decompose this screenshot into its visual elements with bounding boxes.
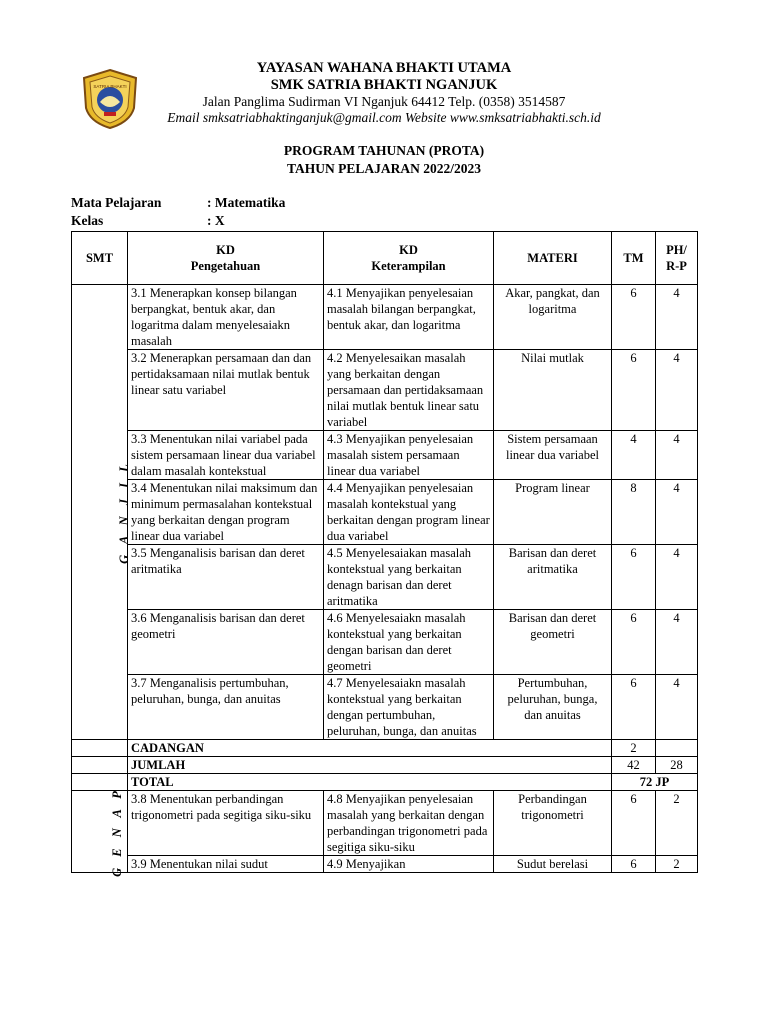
semester-ganjil-label: G A N J I L bbox=[116, 460, 131, 564]
kd-pengetahuan-cell: 3.4 Menentukan nilai maksimum dan minimum permasalahan kontekstual yang berkaitan dengan program linear dua variabel bbox=[128, 480, 324, 545]
header-smt: SMT bbox=[72, 232, 128, 285]
tm-cell: 4 bbox=[612, 431, 656, 480]
materi-cell: Sudut berelasi bbox=[494, 856, 612, 873]
materi-cell: Barisan dan deret aritmatika bbox=[494, 545, 612, 610]
class-label: Kelas bbox=[71, 213, 104, 228]
kd-keterampilan-cell: 4.3 Menyajikan penyelesaian masalah sistem persamaan linear dua variabel bbox=[324, 431, 494, 480]
materi-cell: Barisan dan deret geometri bbox=[494, 610, 612, 675]
ph-cell: 4 bbox=[656, 431, 698, 480]
empty-smt-cell bbox=[72, 757, 128, 774]
empty-smt-cell bbox=[72, 740, 128, 757]
ph-cell: 4 bbox=[656, 610, 698, 675]
semester-genap-cell bbox=[72, 786, 128, 877]
total-value: 72 JP bbox=[612, 774, 698, 791]
kd-pengetahuan-cell: 3.3 Menentukan nilai variabel pada sistem persamaan linear dua variabel dalam masalah kontekstual bbox=[128, 431, 324, 480]
svg-text:SATRIA BHAKTI: SATRIA BHAKTI bbox=[93, 84, 127, 89]
kd-keterampilan-cell: 4.1 Menyajikan penyelesaian masalah bilangan berpangkat, bentuk akar, dan logaritma bbox=[324, 285, 494, 350]
ph-cell: 2 bbox=[656, 856, 698, 873]
school-logo bbox=[80, 68, 140, 130]
table-row bbox=[72, 791, 698, 856]
jumlah-ph: 28 bbox=[656, 757, 698, 774]
kd-keterampilan-cell: 4.5 Menyelesaiakan masalah kontekstual yang berkaitan denagn barisan dan deret aritmatika bbox=[324, 545, 494, 610]
kd-keterampilan-cell: 4.9 Menyajikan bbox=[324, 856, 494, 873]
header-kd-keterampilan: KD Keterampilan bbox=[324, 232, 494, 285]
kd-keterampilan-cell: 4.4 Menyajikan penyelesaian masalah kontekstual yang berkaitan dengan program linear dua variabel bbox=[324, 480, 494, 545]
cadangan-tm: 2 bbox=[612, 740, 656, 757]
ph-cell: 4 bbox=[656, 545, 698, 610]
materi-cell: Program linear bbox=[494, 480, 612, 545]
header-ph-rp: PH/ R-P bbox=[656, 232, 698, 285]
school-name: SMK SATRIA BHAKTI NGANJUK bbox=[270, 77, 498, 93]
materi-cell: Nilai mutlak bbox=[494, 350, 612, 431]
total-label: TOTAL bbox=[128, 774, 612, 791]
semester-genap-label: G E N A P bbox=[109, 786, 124, 877]
kd-keterampilan-cell: 4.7 Menyelesaiakn masalah kontekstual yang berkaitan dengan pertumbuhan, peluruhan, bunga, dan anuitas bbox=[324, 675, 494, 740]
kd-pengetahuan-cell: 3.5 Menganalisis barisan dan deret aritmatika bbox=[128, 545, 324, 610]
title-line-1: PROGRAM TAHUNAN (PROTA) bbox=[283, 143, 485, 158]
foundation-name: YAYASAN WAHANA BHAKTI UTAMA bbox=[256, 60, 512, 76]
ph-cell: 4 bbox=[656, 285, 698, 350]
kd-keterampilan-cell: 4.8 Menyajikan penyelesaian masalah yang berkaitan dengan perbandingan trigonometri pada segitiga siku-siku bbox=[324, 791, 494, 856]
tm-cell: 6 bbox=[612, 610, 656, 675]
kd-pengetahuan-cell: 3.7 Menganalisis pertumbuhan, peluruhan, bunga, dan anuitas bbox=[128, 675, 324, 740]
materi-cell: Akar, pangkat, dan logaritma bbox=[494, 285, 612, 350]
kd-pengetahuan-cell: 3.9 Menentukan nilai sudut bbox=[128, 856, 324, 873]
tm-cell: 6 bbox=[612, 350, 656, 431]
ph-cell: 4 bbox=[656, 480, 698, 545]
table-row bbox=[72, 480, 698, 545]
subject-label: Mata Pelajaran bbox=[71, 195, 162, 210]
tm-cell: 8 bbox=[612, 480, 656, 545]
materi-cell: Pertumbuhan, peluruhan, bunga, dan anuitas bbox=[494, 675, 612, 740]
cadangan-ph bbox=[656, 740, 698, 757]
table-header-row bbox=[72, 232, 698, 285]
table-row bbox=[72, 610, 698, 675]
kd-keterampilan-cell: 4.2 Menyelesaikan masalah yang berkaitan dengan persamaan dan pertidaksamaan nilai mutlak bentuk linear satu variabel bbox=[324, 350, 494, 431]
ph-cell: 4 bbox=[656, 675, 698, 740]
ph-cell: 2 bbox=[656, 791, 698, 856]
document-title bbox=[0, 142, 768, 178]
tm-cell: 6 bbox=[612, 856, 656, 873]
header-materi: MATERI bbox=[494, 232, 612, 285]
cadangan-row bbox=[72, 740, 698, 757]
table-row bbox=[72, 545, 698, 610]
tm-cell: 6 bbox=[612, 791, 656, 856]
document-meta bbox=[71, 194, 285, 230]
table-row bbox=[72, 431, 698, 480]
title-line-2: TAHUN PELAJARAN 2022/2023 bbox=[286, 161, 481, 176]
header-kd-pengetahuan: KD Pengetahuan bbox=[128, 232, 324, 285]
tm-cell: 6 bbox=[612, 675, 656, 740]
subject-value: : Matematika bbox=[207, 195, 286, 210]
jumlah-label: JUMLAH bbox=[128, 757, 612, 774]
table-row bbox=[72, 856, 698, 873]
class-value: : X bbox=[207, 213, 225, 228]
kd-pengetahuan-cell: 3.1 Menerapkan konsep bilangan berpangkat, bentuk akar, dan logaritma dalam menyelesaiakn masalah bbox=[128, 285, 324, 350]
cadangan-label: CADANGAN bbox=[128, 740, 612, 757]
jumlah-row bbox=[72, 757, 698, 774]
kd-pengetahuan-cell: 3.6 Menganalisis barisan dan deret geometri bbox=[128, 610, 324, 675]
tm-cell: 6 bbox=[612, 545, 656, 610]
school-contact: Email smksatriabhaktinganjuk@gmail.com Website www.smksatriabhakti.sch.id bbox=[167, 110, 601, 125]
ph-cell: 4 bbox=[656, 350, 698, 431]
table-row bbox=[72, 285, 698, 350]
prota-table bbox=[71, 231, 698, 877]
header-tm: TM bbox=[612, 232, 656, 285]
table-row bbox=[72, 675, 698, 740]
tm-cell: 6 bbox=[612, 285, 656, 350]
kd-pengetahuan-cell: 3.2 Menerapkan persamaan dan dan pertidaksamaan nilai mutlak bentuk linear satu variabel bbox=[128, 350, 324, 431]
kd-keterampilan-cell: 4.6 Menyelesaiakn masalah kontekstual yang berkaitan dengan barisan dan deret geometri bbox=[324, 610, 494, 675]
letterhead bbox=[150, 60, 618, 126]
kd-pengetahuan-cell: 3.8 Menentukan perbandingan trigonometri pada segitiga siku-siku bbox=[128, 791, 324, 856]
total-row bbox=[72, 774, 698, 791]
semester-ganjil-cell bbox=[72, 285, 131, 740]
table-row bbox=[72, 350, 698, 431]
school-address: Jalan Panglima Sudirman VI Nganjuk 64412 Telp. (0358) 3514587 bbox=[202, 94, 566, 109]
materi-cell: Perbandingan trigonometri bbox=[494, 791, 612, 856]
jumlah-tm: 42 bbox=[612, 757, 656, 774]
materi-cell: Sistem persamaan linear dua variabel bbox=[494, 431, 612, 480]
